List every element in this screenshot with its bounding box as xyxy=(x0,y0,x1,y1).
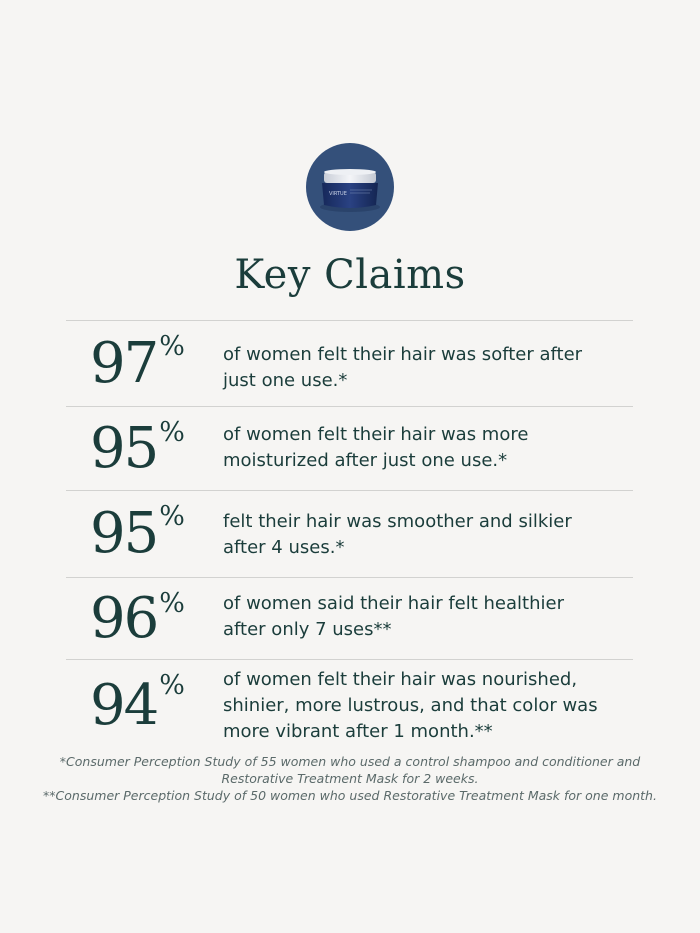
claim-percentage xyxy=(90,321,185,406)
claim-line: of women said their hair felt healthier xyxy=(223,593,564,614)
claim-percentage xyxy=(90,407,185,490)
percent-sign: % xyxy=(159,417,185,448)
claim-line: after only 7 uses** xyxy=(223,619,392,640)
claim-percentage xyxy=(90,578,185,659)
percent-sign: % xyxy=(159,588,185,619)
claim-line: of women felt their hair was softer after xyxy=(223,344,583,365)
footnote-line: *Consumer Perception Study of 55 women who used a control shampoo and conditioner and xyxy=(59,754,641,769)
claim-line: shinier, more lustrous, and that color was xyxy=(223,695,598,716)
footnote-line: **Consumer Perception Study of 50 women who used Restorative Treatment Mask for one month. xyxy=(43,788,657,803)
claim-line: felt their hair was smoother and silkier xyxy=(223,511,572,532)
percent-sign: % xyxy=(159,501,185,532)
claim-line: moisturized after just one use.* xyxy=(223,450,508,471)
claim-line: just one use.* xyxy=(223,370,348,391)
claim-line: of women felt their hair was nourished, xyxy=(223,669,578,690)
claim-row xyxy=(66,321,633,406)
claim-line: of women felt their hair was more xyxy=(223,424,529,445)
claim-value: 96 xyxy=(90,585,158,651)
claim-text xyxy=(223,422,633,474)
claim-text xyxy=(223,509,633,561)
claim-text xyxy=(223,667,633,745)
treatment-mask-jar-icon xyxy=(306,143,394,231)
claim-percentage xyxy=(90,660,185,752)
claim-line: more vibrant after 1 month.** xyxy=(223,721,493,742)
claim-percentage xyxy=(90,491,185,577)
claims-list xyxy=(66,320,633,752)
claim-row xyxy=(66,660,633,752)
claim-value: 95 xyxy=(90,415,158,481)
claim-text xyxy=(223,342,633,394)
percent-sign: % xyxy=(159,670,185,701)
percent-sign: % xyxy=(159,331,185,362)
claim-line: after 4 uses.* xyxy=(223,537,345,558)
claim-value: 95 xyxy=(90,501,158,566)
footnote-line: Restorative Treatment Mask for 2 weeks. xyxy=(221,771,479,786)
claim-row xyxy=(66,578,633,659)
page-title: Key Claims xyxy=(234,252,466,298)
claim-value: 97 xyxy=(90,330,158,396)
claim-row xyxy=(66,491,633,577)
claim-value: 94 xyxy=(90,673,158,738)
claim-row xyxy=(66,407,633,490)
claim-text xyxy=(223,591,633,643)
product-image-badge xyxy=(306,143,394,231)
jar-label: VIRTUE xyxy=(329,191,347,197)
footnotes xyxy=(20,753,680,804)
